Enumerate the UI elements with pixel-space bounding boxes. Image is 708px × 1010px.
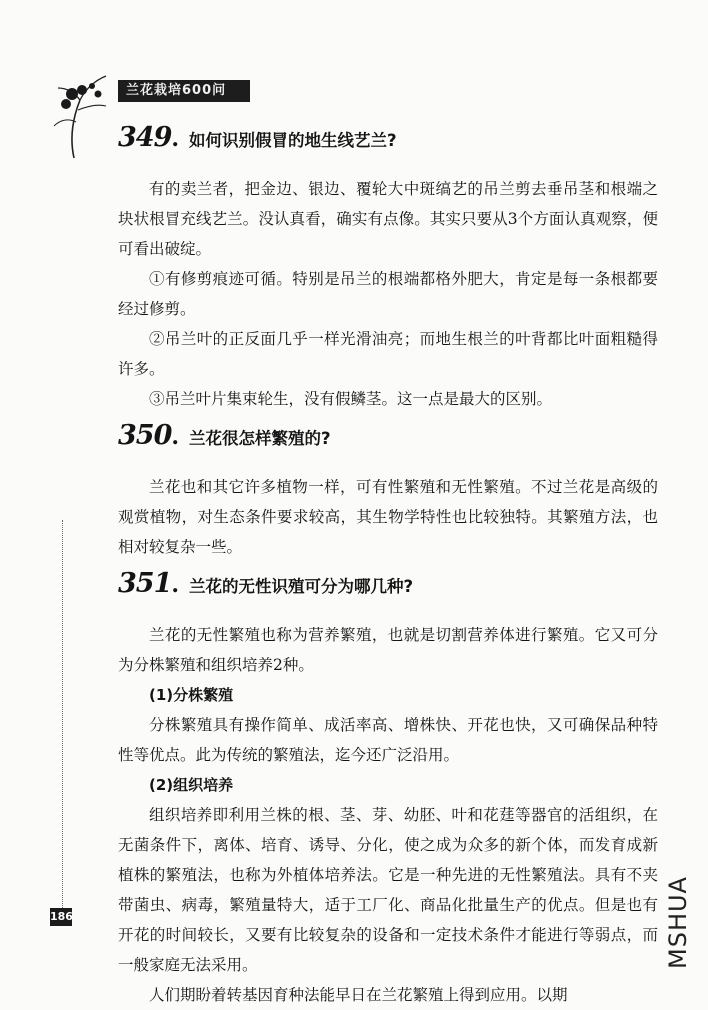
paragraph: 有的卖兰者，把金边、银边、覆轮大中斑缟艺的吊兰剪去垂吊茎和根端之块状根冒充线艺兰。没认真看，确实有点像。其实只要从3个方面认真观察，便可看出破绽。 — [118, 180, 658, 258]
paragraph: 组织培养即利用兰株的根、茎、芽、幼胚、叶和花莛等器官的活组织，在无菌条件下，离体、培育、诱导、分化，使之成为众多的新个体，而发育成新植株的繁殖法，也称为外植体培养法。它是一种先进的无性繁殖法。具有不夹带菌虫、病毒，繁殖量特大，适于工厂化、商品化批量生产的优点。但是也有开花的时间较长，又要有比较复杂的设备和一定技术条件才能进行等弱点，而一般家庭无法采用。 — [118, 806, 658, 974]
paragraph: 人们期盼着转基因育种法能早日在兰花繁殖上得到应用。以期 — [149, 986, 568, 1004]
paragraph: ①有修剪痕迹可循。特别是吊兰的根端都格外肥大，肯定是每一条根都要经过修剪。 — [118, 270, 658, 318]
question-number: 350 — [118, 420, 172, 451]
subsection-heading: (2)组织培养 — [149, 776, 234, 794]
paragraph: 兰花也和其它许多植物一样，可有性繁殖和无性繁殖。不过兰花是高级的观赏植物，对生态条件要求较高，其生物学特性也比较独特。其繁殖方法，也相对较复杂一些。 — [118, 478, 658, 556]
question-number: 351 — [118, 568, 172, 599]
question-title: 兰花很怎样繁殖的? — [189, 429, 331, 448]
paragraph: 兰花的无性繁殖也称为营养繁殖，也就是切割营养体进行繁殖。它又可分为分株繁殖和组织培养2种。 — [118, 626, 658, 674]
paragraph: 分株繁殖具有操作简单、成活率高、增株快、开花也快，又可确保品种特性等优点。此为传统的繁殖法，迄今还广泛沿用。 — [118, 716, 658, 764]
running-header: 兰花栽培600问 — [118, 80, 250, 102]
page-number: 186 — [50, 908, 72, 926]
margin-dotted-line — [62, 520, 63, 910]
question-title: 兰花的无性识殖可分为哪几种? — [189, 577, 414, 596]
page-content — [118, 122, 658, 1010]
question-heading-350: 350 . 兰花很怎样繁殖的? — [118, 420, 331, 451]
subsection-heading: (1)分株繁殖 — [149, 686, 234, 704]
orchid-illustration — [52, 70, 108, 162]
watermark: MSHUA — [664, 876, 692, 970]
paragraph: ②吊兰叶的正反面几乎一样光滑油亮；而地生根兰的叶背都比叶面粗糙得许多。 — [118, 330, 658, 378]
paragraph: ③吊兰叶片集束轮生，没有假鳞茎。这一点是最大的区别。 — [149, 390, 553, 408]
question-title: 如何识别假冒的地生线艺兰? — [189, 131, 397, 150]
question-heading-351: 351 . 兰花的无性识殖可分为哪几种? — [118, 568, 414, 599]
question-number: 349 — [118, 122, 172, 153]
question-heading-349: 349 . 如何识别假冒的地生线艺兰? — [118, 122, 397, 153]
